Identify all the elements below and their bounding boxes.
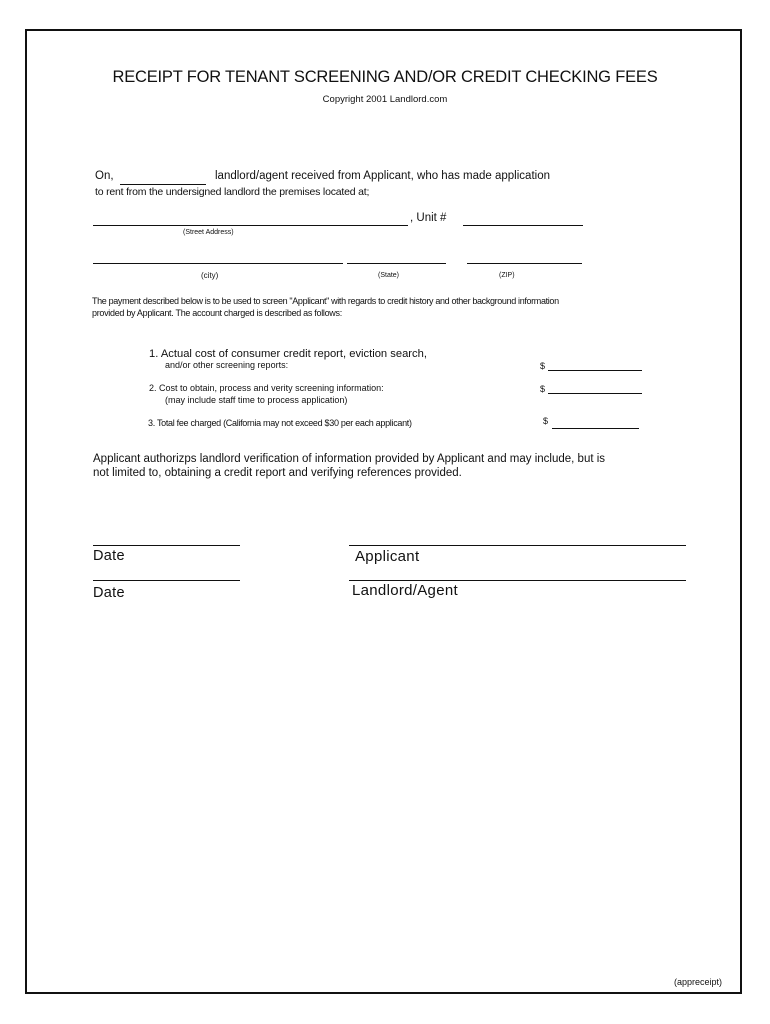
street-address-caption: (Street Address)	[183, 229, 234, 236]
fee-2-currency: $	[540, 384, 546, 394]
landlord-agent-label: Landlord/Agent	[352, 582, 458, 599]
copyright-notice: Copyright 2001 Landlord.com	[322, 94, 448, 105]
fee-3-line-1: 3. Total fee charged (California may not exceed $30 per each applicant)	[148, 418, 412, 428]
zip-field[interactable]	[467, 263, 582, 264]
applicant-signature-line[interactable]	[349, 545, 686, 546]
fee-1-amount-field[interactable]	[548, 370, 642, 371]
city-caption: (city)	[201, 271, 219, 280]
fee-2-line-1: 2. Cost to obtain, process and verity screening information:	[149, 383, 384, 393]
date-line-2[interactable]	[93, 580, 240, 581]
date-label-1: Date	[93, 548, 125, 564]
received-date-field[interactable]	[120, 184, 206, 185]
applicant-label: Applicant	[355, 548, 420, 565]
date-line-1[interactable]	[93, 545, 240, 546]
fee-2-amount-field[interactable]	[548, 393, 642, 394]
authorization-line-2: not limited to, obtaining a credit report and verifying references provided.	[93, 467, 462, 479]
fee-3-amount-field[interactable]	[552, 428, 639, 429]
form-code: (appreceipt)	[674, 977, 723, 987]
fee-3-currency: $	[543, 416, 549, 426]
fee-1-line-2: and/or other screening reports:	[165, 360, 289, 370]
fee-1-currency: $	[540, 361, 546, 371]
state-field[interactable]	[347, 263, 446, 264]
zip-caption: (ZIP)	[499, 272, 515, 279]
city-field[interactable]	[93, 263, 343, 264]
payment-description-line-1: The payment described below is to be used to screen "Applicant" with regards to credit history and other background information	[92, 296, 559, 306]
payment-description-line-2: provided by Applicant. The account charged is described as follows:	[92, 308, 342, 318]
intro-line-1: landlord/agent received from Applicant, who has made application	[215, 170, 550, 182]
fee-1-line-1: 1. Actual cost of consumer credit report, eviction search,	[149, 348, 427, 360]
fee-2-line-2: (may include staff time to process application)	[165, 395, 348, 405]
state-caption: (State)	[378, 272, 400, 279]
unit-label: , Unit #	[410, 212, 447, 224]
unit-number-field[interactable]	[463, 225, 583, 226]
intro-line-2: to rent from the undersigned landlord the premises located at;	[95, 186, 370, 198]
landlord-signature-line[interactable]	[349, 580, 686, 581]
on-label: On,	[95, 170, 114, 182]
street-address-field[interactable]	[93, 225, 408, 226]
document-title: RECEIPT FOR TENANT SCREENING AND/OR CREDIT CHECKING FEES	[112, 68, 658, 86]
authorization-line-1: Applicant authorizps landlord verification of information provided by Applicant and may include, but is	[93, 453, 606, 465]
date-label-2: Date	[93, 585, 125, 601]
